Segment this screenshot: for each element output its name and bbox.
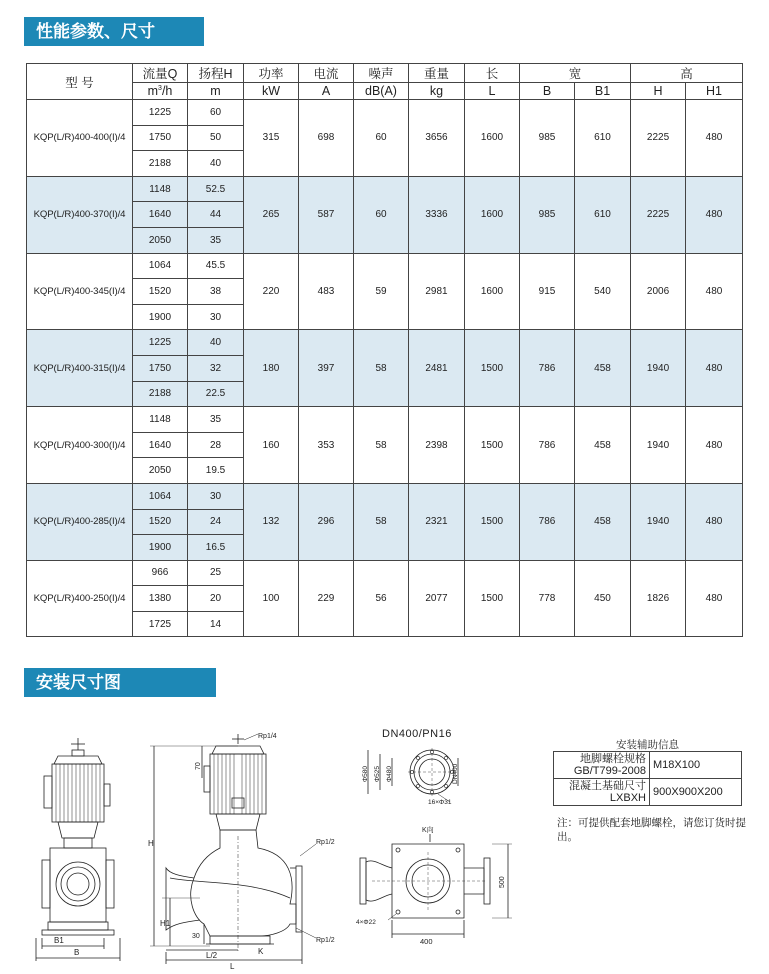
table-row bbox=[27, 330, 743, 356]
label-h1: H1 bbox=[160, 919, 171, 928]
install-info-label: 混凝土基础尺寸 LXBXH bbox=[554, 779, 650, 806]
head-cell: 40 bbox=[188, 330, 244, 356]
flow-cell: 2188 bbox=[133, 151, 188, 177]
current-cell: 296 bbox=[299, 483, 354, 560]
head-cell: 52.5 bbox=[188, 176, 244, 202]
model-cell: KQP(L/R)400-285(I)/4 bbox=[27, 483, 133, 560]
flow-cell: 2188 bbox=[133, 381, 188, 407]
install-info-row bbox=[554, 779, 742, 806]
header-power: 功率 bbox=[244, 64, 299, 83]
label-k-direction: K向 bbox=[422, 827, 434, 834]
head-cell: 28 bbox=[188, 432, 244, 458]
install-info-label: 地脚螺栓规格 GB/T799-2008 bbox=[554, 752, 650, 779]
dim-b-label: B bbox=[74, 948, 80, 957]
height-h-cell: 1826 bbox=[631, 560, 686, 637]
head-cell: 14 bbox=[188, 611, 244, 637]
length-cell: 1500 bbox=[465, 407, 520, 484]
current-cell: 229 bbox=[299, 560, 354, 637]
height-h1-cell: 480 bbox=[686, 407, 743, 484]
table-row bbox=[27, 253, 743, 279]
label-dim30: 30 bbox=[192, 933, 200, 940]
width-b1-cell: 458 bbox=[575, 330, 631, 407]
width-b1-cell: 540 bbox=[575, 253, 631, 330]
model-cell: KQP(L/R)400-250(I)/4 bbox=[27, 560, 133, 637]
head-cell: 22.5 bbox=[188, 381, 244, 407]
width-b-cell: 915 bbox=[520, 253, 575, 330]
label-k: K bbox=[258, 947, 264, 956]
head-cell: 60 bbox=[188, 100, 244, 126]
length-cell: 1600 bbox=[465, 253, 520, 330]
current-cell: 353 bbox=[299, 407, 354, 484]
performance-table bbox=[26, 63, 743, 637]
header-head: 扬程H bbox=[188, 64, 244, 83]
pump-front-view bbox=[28, 734, 128, 966]
unit-head: m bbox=[188, 83, 244, 100]
width-b1-cell: 450 bbox=[575, 560, 631, 637]
flow-cell: 1225 bbox=[133, 100, 188, 126]
width-b1-cell: 458 bbox=[575, 407, 631, 484]
length-cell: 1600 bbox=[465, 176, 520, 253]
flow-cell: 1148 bbox=[133, 407, 188, 433]
unit-current: A bbox=[299, 83, 354, 100]
model-cell: KQP(L/R)400-370(I)/4 bbox=[27, 176, 133, 253]
head-cell: 44 bbox=[188, 202, 244, 228]
weight-cell: 2077 bbox=[409, 560, 465, 637]
width-b-cell: 985 bbox=[520, 100, 575, 177]
flow-cell: 1148 bbox=[133, 176, 188, 202]
noise-cell: 60 bbox=[354, 100, 409, 177]
label-d480: Φ480 bbox=[386, 765, 393, 782]
label-rp14: Rp1/4 bbox=[258, 733, 277, 740]
dim-b1-label: B1 bbox=[54, 936, 64, 945]
height-h-cell: 1940 bbox=[631, 407, 686, 484]
noise-cell: 59 bbox=[354, 253, 409, 330]
label-rp12-top: Rp1/2 bbox=[316, 839, 335, 846]
current-cell: 587 bbox=[299, 176, 354, 253]
unit-b: B bbox=[520, 83, 575, 100]
table-row bbox=[27, 407, 743, 433]
head-cell: 30 bbox=[188, 483, 244, 509]
current-cell: 698 bbox=[299, 100, 354, 177]
width-b1-cell: 458 bbox=[575, 483, 631, 560]
flow-cell: 1064 bbox=[133, 253, 188, 279]
current-cell: 397 bbox=[299, 330, 354, 407]
flange-title: DN400/PN16 bbox=[382, 728, 452, 740]
flow-cell: 1750 bbox=[133, 125, 188, 151]
length-cell: 1500 bbox=[465, 330, 520, 407]
unit-flow: $m^3/h$ bbox=[133, 83, 188, 100]
label-l2: L/2 bbox=[206, 951, 218, 960]
unit-b1: B1 bbox=[575, 83, 631, 100]
current-cell: 483 bbox=[299, 253, 354, 330]
height-h-cell: 2006 bbox=[631, 253, 686, 330]
pump-plan-view bbox=[352, 822, 524, 948]
label-dim70: 70 bbox=[195, 762, 202, 770]
flange-view bbox=[356, 742, 468, 808]
height-h1-cell: 480 bbox=[686, 176, 743, 253]
head-cell: 20 bbox=[188, 586, 244, 612]
height-h-cell: 2225 bbox=[631, 176, 686, 253]
head-cell: 35 bbox=[188, 407, 244, 433]
power-cell: 160 bbox=[244, 407, 299, 484]
flow-cell: 1900 bbox=[133, 535, 188, 561]
flow-cell: 1520 bbox=[133, 509, 188, 535]
table-row bbox=[27, 560, 743, 586]
noise-cell: 58 bbox=[354, 330, 409, 407]
table-row bbox=[27, 483, 743, 509]
table-row bbox=[27, 100, 743, 126]
head-cell: 24 bbox=[188, 509, 244, 535]
header-flow: 流量Q bbox=[133, 64, 188, 83]
power-cell: 220 bbox=[244, 253, 299, 330]
height-h1-cell: 480 bbox=[686, 483, 743, 560]
power-cell: 132 bbox=[244, 483, 299, 560]
power-cell: 100 bbox=[244, 560, 299, 637]
height-h-cell: 2225 bbox=[631, 100, 686, 177]
pump-side-view bbox=[140, 728, 350, 970]
width-b-cell: 778 bbox=[520, 560, 575, 637]
unit-noise: dB(A) bbox=[354, 83, 409, 100]
header-width: 宽 bbox=[520, 64, 631, 83]
weight-cell: 2981 bbox=[409, 253, 465, 330]
flow-cell: 1520 bbox=[133, 279, 188, 305]
length-cell: 1600 bbox=[465, 100, 520, 177]
flow-cell: 966 bbox=[133, 560, 188, 586]
head-cell: 19.5 bbox=[188, 458, 244, 484]
weight-cell: 3336 bbox=[409, 176, 465, 253]
header-noise: 噪声 bbox=[354, 64, 409, 83]
label-d580: Φ580 bbox=[362, 765, 369, 782]
label-d525: Φ525 bbox=[374, 765, 381, 782]
height-h1-cell: 480 bbox=[686, 253, 743, 330]
weight-cell: 2321 bbox=[409, 483, 465, 560]
install-info-table bbox=[553, 751, 742, 806]
head-cell: 45.5 bbox=[188, 253, 244, 279]
flow-cell: 2050 bbox=[133, 458, 188, 484]
unit-h1: H1 bbox=[686, 83, 743, 100]
head-cell: 35 bbox=[188, 227, 244, 253]
power-cell: 180 bbox=[244, 330, 299, 407]
table-row bbox=[27, 176, 743, 202]
height-h-cell: 1940 bbox=[631, 330, 686, 407]
install-info-value: M18X100 bbox=[650, 752, 742, 779]
unit-h: H bbox=[631, 83, 686, 100]
width-b-cell: 786 bbox=[520, 330, 575, 407]
flow-cell: 1380 bbox=[133, 586, 188, 612]
flow-cell: 1900 bbox=[133, 304, 188, 330]
section-title-installation: 安装尺寸图 bbox=[24, 668, 216, 697]
flow-cell: 1064 bbox=[133, 483, 188, 509]
model-cell: KQP(L/R)400-315(I)/4 bbox=[27, 330, 133, 407]
noise-cell: 56 bbox=[354, 560, 409, 637]
unit-weight: kg bbox=[409, 83, 465, 100]
flow-cell: 1750 bbox=[133, 355, 188, 381]
head-cell: 25 bbox=[188, 560, 244, 586]
model-cell: KQP(L/R)400-400(I)/4 bbox=[27, 100, 133, 177]
flow-cell: 1640 bbox=[133, 202, 188, 228]
label-d500: 500 bbox=[499, 876, 506, 888]
label-bolts: 16×Φ31 bbox=[428, 799, 452, 806]
label-rp12-bottom: Rp1/2 bbox=[316, 937, 335, 944]
label-h: H bbox=[148, 839, 154, 848]
flow-cell: 1725 bbox=[133, 611, 188, 637]
height-h1-cell: 480 bbox=[686, 560, 743, 637]
header-height: 高 bbox=[631, 64, 743, 83]
label-holes: 4×Φ22 bbox=[356, 919, 376, 926]
label-l: L bbox=[230, 962, 235, 970]
unit-length: L bbox=[465, 83, 520, 100]
model-cell: KQP(L/R)400-300(I)/4 bbox=[27, 407, 133, 484]
noise-cell: 58 bbox=[354, 483, 409, 560]
weight-cell: 3656 bbox=[409, 100, 465, 177]
head-cell: 38 bbox=[188, 279, 244, 305]
label-dn400: DN400 bbox=[452, 763, 459, 784]
power-cell: 265 bbox=[244, 176, 299, 253]
label-w400: 400 bbox=[420, 937, 433, 946]
noise-cell: 60 bbox=[354, 176, 409, 253]
install-info-note: 注：可提供配套地脚螺栓，请您订货时提出。 bbox=[557, 817, 746, 843]
unit-power: kW bbox=[244, 83, 299, 100]
height-h-cell: 1940 bbox=[631, 483, 686, 560]
noise-cell: 58 bbox=[354, 407, 409, 484]
height-h1-cell: 480 bbox=[686, 330, 743, 407]
width-b1-cell: 610 bbox=[575, 100, 631, 177]
header-weight: 重量 bbox=[409, 64, 465, 83]
header-current: 电流 bbox=[299, 64, 354, 83]
head-cell: 16.5 bbox=[188, 535, 244, 561]
head-cell: 50 bbox=[188, 125, 244, 151]
weight-cell: 2481 bbox=[409, 330, 465, 407]
length-cell: 1500 bbox=[465, 560, 520, 637]
install-info-row bbox=[554, 752, 742, 779]
power-cell: 315 bbox=[244, 100, 299, 177]
model-cell: KQP(L/R)400-345(I)/4 bbox=[27, 253, 133, 330]
width-b-cell: 985 bbox=[520, 176, 575, 253]
length-cell: 1500 bbox=[465, 483, 520, 560]
width-b1-cell: 610 bbox=[575, 176, 631, 253]
flow-cell: 1225 bbox=[133, 330, 188, 356]
header-length: 长 bbox=[465, 64, 520, 83]
install-info-title: 安装辅助信息 bbox=[616, 739, 679, 751]
width-b-cell: 786 bbox=[520, 407, 575, 484]
weight-cell: 2398 bbox=[409, 407, 465, 484]
width-b-cell: 786 bbox=[520, 483, 575, 560]
head-cell: 40 bbox=[188, 151, 244, 177]
install-info-value: 900X900X200 bbox=[650, 779, 742, 806]
header-model: 型 号 bbox=[27, 64, 133, 100]
flow-cell: 2050 bbox=[133, 227, 188, 253]
height-h1-cell: 480 bbox=[686, 100, 743, 177]
section-title-performance: 性能参数、尺寸 bbox=[24, 17, 204, 46]
head-cell: 32 bbox=[188, 355, 244, 381]
head-cell: 30 bbox=[188, 304, 244, 330]
flow-cell: 1640 bbox=[133, 432, 188, 458]
